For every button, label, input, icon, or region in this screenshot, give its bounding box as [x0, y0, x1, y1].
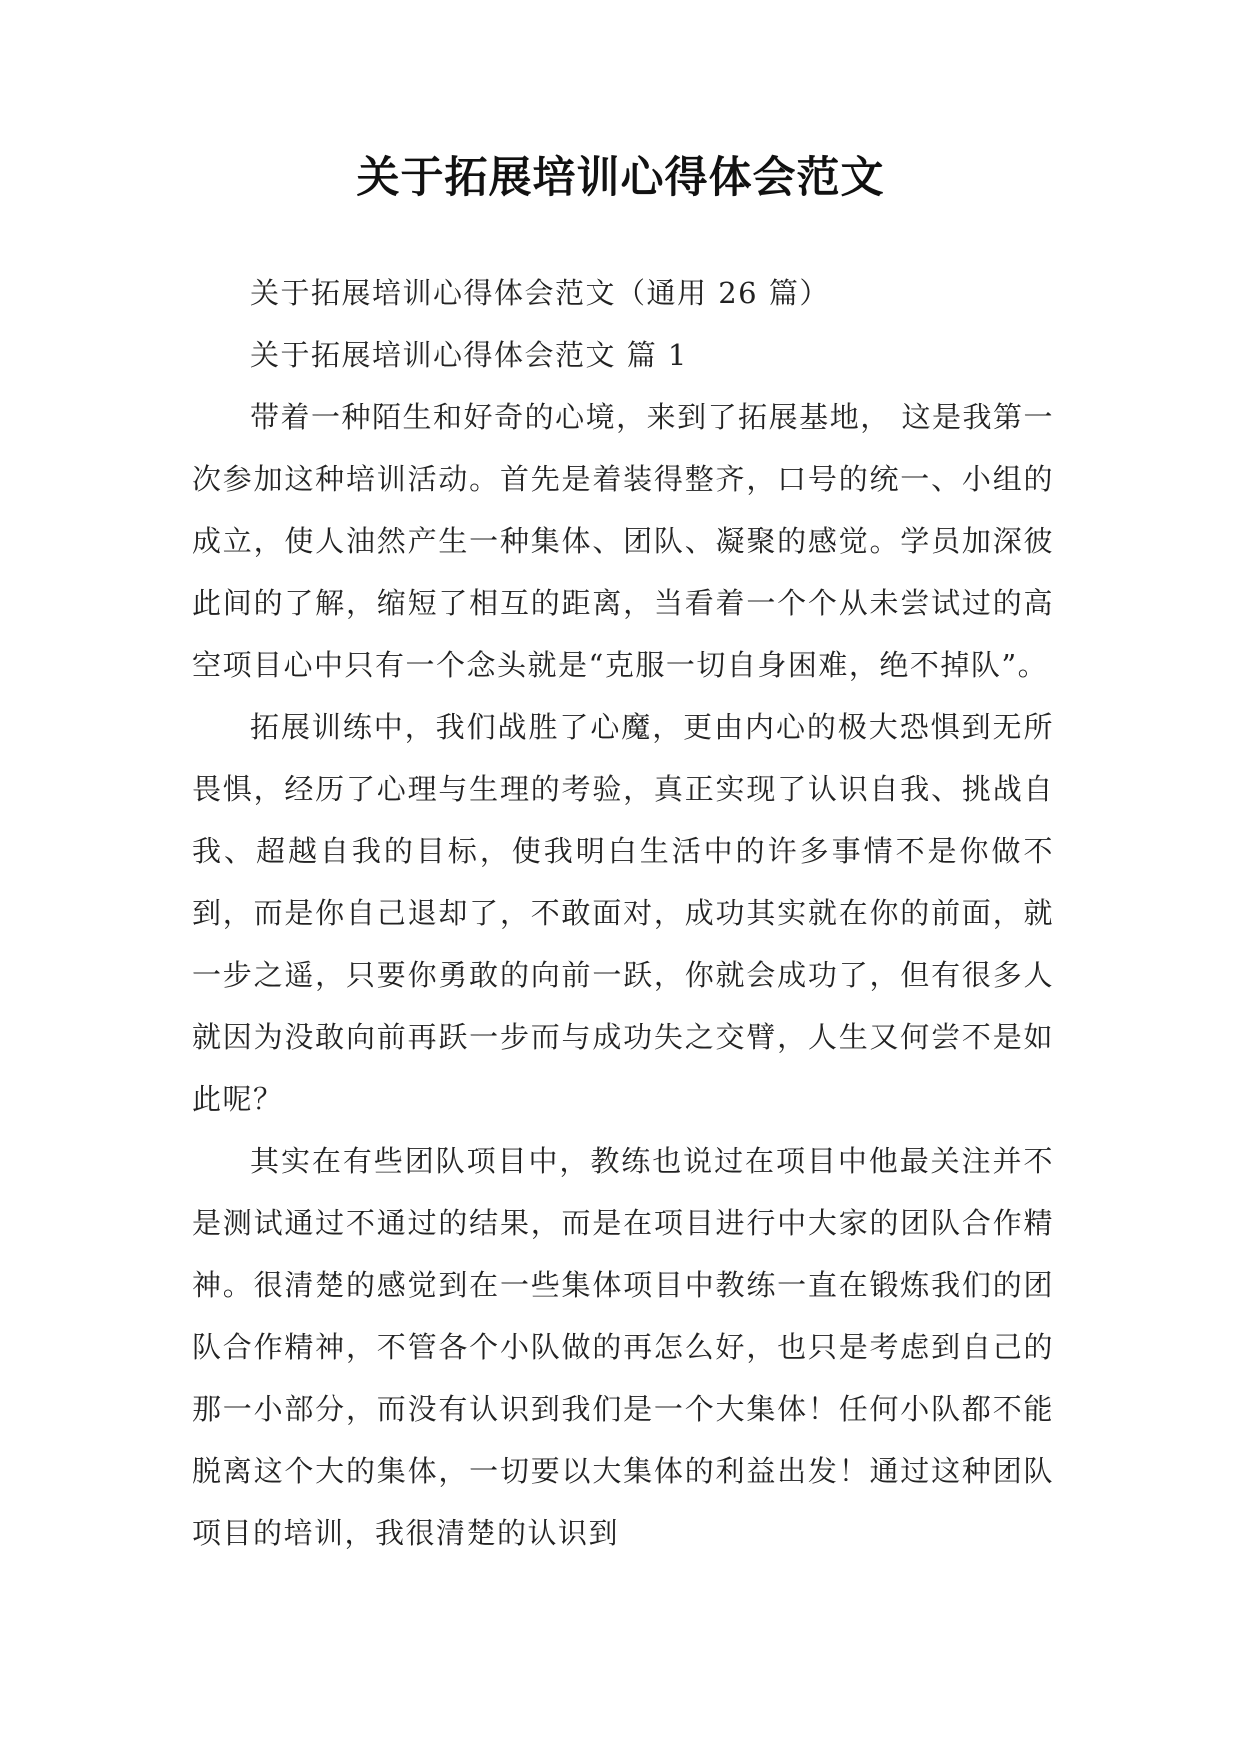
document-subtitle: 关于拓展培训心得体会范文（通用 26 篇）: [250, 276, 830, 310]
document-body: [192, 262, 1054, 1564]
paragraph: 带着一种陌生和好奇的心境，来到了拓展基地， 这是我第一次参加这种培训活动。首先是着装得整齐，口号的统一、小组的成立，使人油然产生一种集体、团队、凝聚的感觉。学员加深彼此间的了解，缩短了相互的距离，当看着一个个从未尝试过的高空项目心中只有一个念头就是“克服一切自身困难，绝不掉队”。: [192, 400, 1054, 682]
paragraph: 其实在有些团队项目中，教练也说过在项目中他最关注并不是测试通过不通过的结果，而是在项目进行中大家的团队合作精神。很清楚的感觉到在一些集体项目中教练一直在锻炼我们的团队合作精神，不管各个小队做的再怎么好，也只是考虑到自己的那一小部分，而没有认识到我们是一个大集体！任何小队都不能脱离这个大的集体，一切要以大集体的利益出发！通过这种团队项目的培训，我很清楚的认识到: [192, 1144, 1054, 1550]
section-heading: 关于拓展培训心得体会范文 篇 1: [250, 338, 688, 372]
paragraph: 拓展训练中，我们战胜了心魔，更由内心的极大恐惧到无所畏惧，经历了心理与生理的考验，真正实现了认识自我、挑战自我、超越自我的目标，使我明白生活中的许多事情不是你做不到，而是你自己退却了，不敢面对，成功其实就在你的前面，就一步之遥，只要你勇敢的向前一跃，你就会成功了，但有很多人就因为没敢向前再跃一步而与成功失之交臂，人生又何尝不是如此呢？: [192, 710, 1054, 1116]
document-title: 关于拓展培训心得体会范文: [356, 153, 885, 203]
